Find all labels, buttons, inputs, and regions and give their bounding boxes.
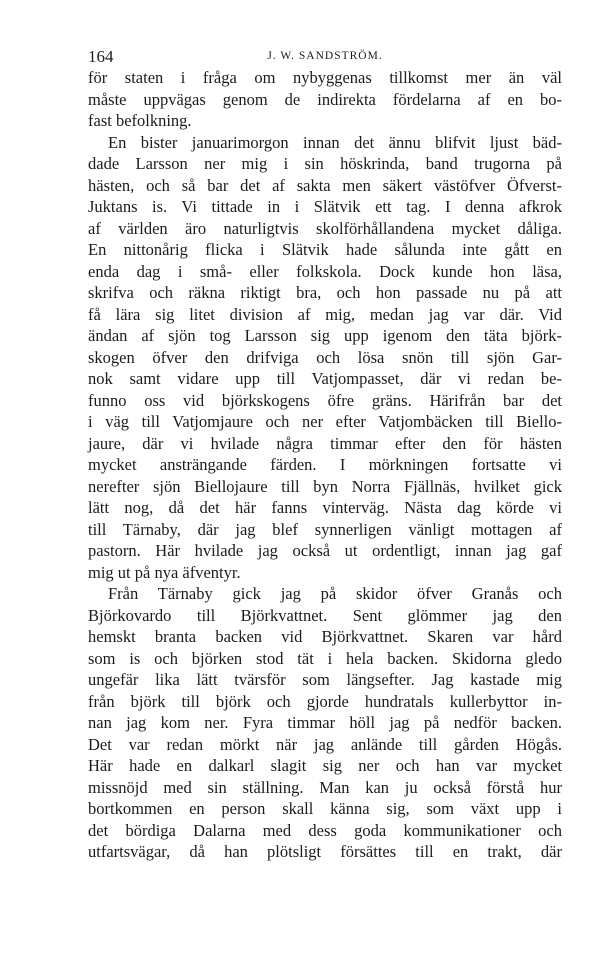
text-line: Juktans is. Vi tittade in i Slätvik ett tag. I denna afkrok (88, 197, 562, 216)
text-line: fast befolkning. (88, 111, 192, 130)
text-line: nok samt vidare upp till Vatjompasset, där vi redan be- (88, 369, 562, 388)
text-line: skogen öfver den drifviga och lösa snön till sjön Gar- (88, 347, 562, 367)
text-line: jaure, där vi hvilade några timmar efter den för hästen (88, 433, 562, 453)
text-line: måste uppvägas genom de indirekta fördelarna af en bo- (88, 89, 562, 109)
text-line: lätt nog, då det här fanns vinterväg. Nästa dag körde vi (88, 498, 562, 517)
text-line: af världen äro naturligtvis skolförhållandena mycket dåliga. (88, 218, 562, 238)
text-line: hemskt branta backen vid Björkvattnet. Skaren var hård (88, 627, 562, 646)
text-line: Det var redan mörkt när jag anlände till gården Högås. (88, 734, 562, 754)
text-line: skrifva och räkna riktigt bra, och hon passade nu på att (88, 283, 562, 302)
text-line: i väg till Vatjomjaure och ner efter Vatjombäcken till Biello- (88, 412, 562, 431)
text-line: bortkommen en person skall känna sig, som växt upp i (88, 799, 562, 818)
text-line: för staten i fråga om nybyggenas tillkomst mer än väl (88, 68, 562, 87)
text-line: dade Larsson ner mig i sin höskrinda, band trugorna på (88, 154, 562, 173)
text-line: ändan af sjön tog Larsson sig upp igenom den täta björk- (88, 326, 562, 345)
text-line: till Tärnaby, där jag blef synnerligen vänligt mottagen af (88, 519, 562, 539)
text-line: nan jag kom ner. Fyra timmar höll jag på nedför backen. (88, 713, 562, 732)
text-line: mig ut på nya äfventyr. (88, 562, 241, 582)
text-line: nerefter sjön Biellojaure till byn Norra Fjällnäs, hvilket gick (88, 476, 562, 496)
text-line: få lära sig litet division af mig, medan jag var där. Vid (88, 304, 562, 324)
text-line: funno oss vid björkskogens öfre gräns. Härifrån bar det (88, 390, 562, 410)
text-line: det bördiga Dalarna med dess goda kommunikationer och (88, 820, 562, 840)
running-head: J. W. SANDSTRÖM. (267, 50, 383, 62)
page-header (88, 47, 562, 69)
text-line: hästen, och så bar det af sakta men säkert västöfver Öfverst- (88, 175, 562, 195)
page-number: 164 (88, 47, 114, 66)
text-line: enda dag i små- eller folkskola. Dock kunde hon läsa, (88, 261, 562, 281)
text-line: pastorn. Här hvilade jag också ut ordentligt, innan jag gaf (88, 541, 562, 560)
text-line: missnöjd med sin ställning. Man kan ju också förstå hur (88, 777, 562, 797)
text-line: Från Tärnaby gick jag på skidor öfver Granås och (108, 584, 562, 603)
text-line: från björk till björk och gjorde hundratals kullerbyttor in- (88, 691, 562, 711)
text-line: En nittonårig flicka i Slätvik hade sålunda inte gått en (88, 240, 562, 259)
body-text (88, 67, 562, 863)
text-line: Här hade en dalkarl slagit sig ner och han var mycket (88, 756, 562, 775)
text-line: Björkovardo till Björkvattnet. Sent glömmer jag den (88, 605, 562, 625)
text-line: som is och björken stod tät i hela backen. Skidorna gledo (88, 648, 562, 668)
text-line: En bister januarimorgon innan det ännu blifvit ljust bäd- (108, 132, 562, 152)
text-line: utfartsvägar, då han plötsligt försättes till en trakt, där (88, 842, 562, 861)
text-line: ungefär lika lätt tvärsför som längsefter. Jag kastade mig (88, 670, 562, 689)
text-line: mycket ansträngande färden. I mörkningen fortsatte vi (88, 455, 562, 474)
